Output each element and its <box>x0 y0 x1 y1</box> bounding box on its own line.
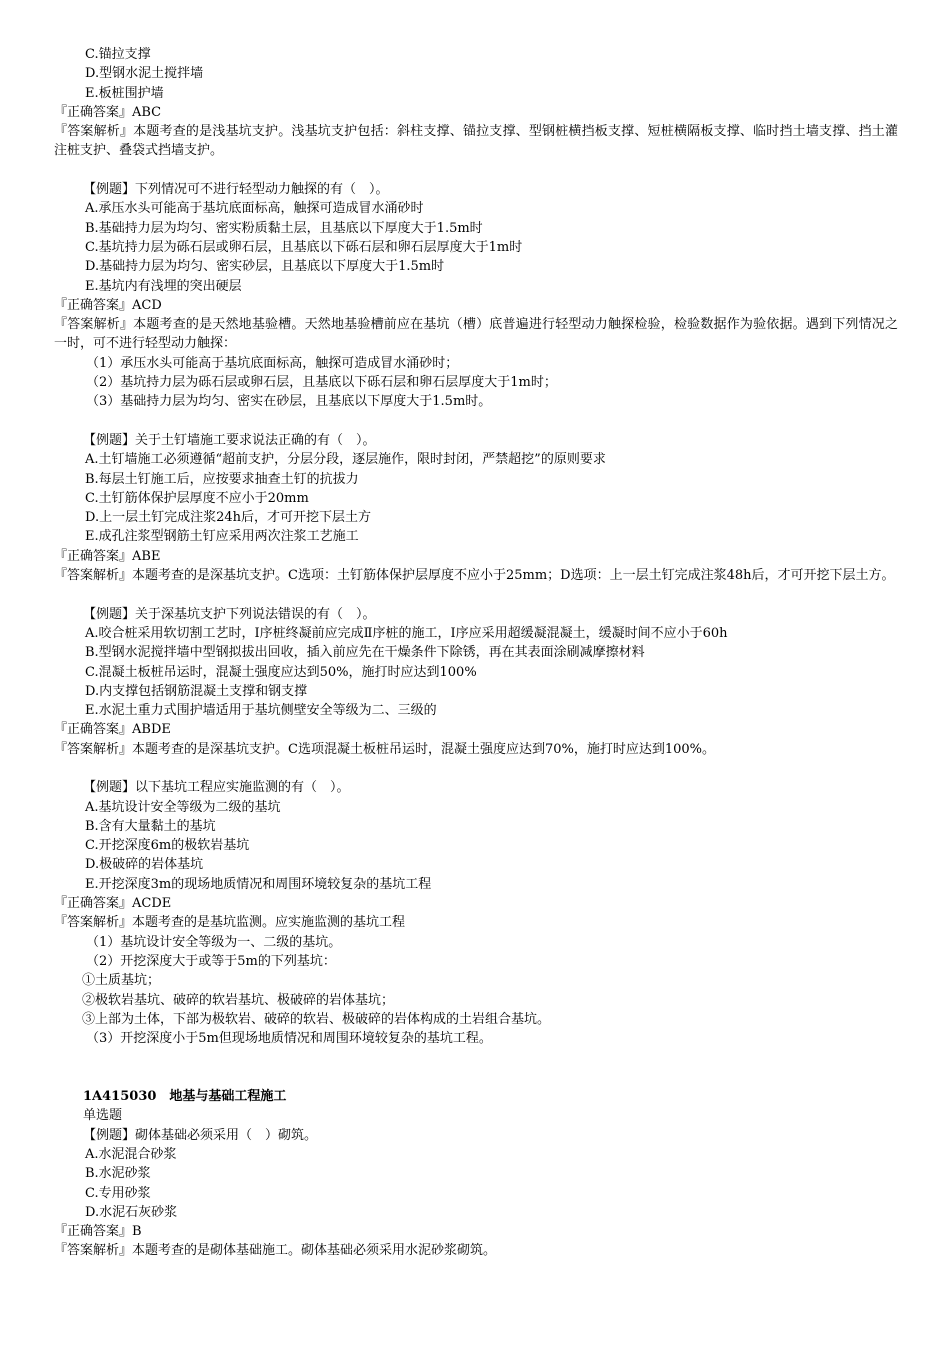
analysis-subpoint: ③上部为土体，下部为极软岩、破碎的软岩、极破碎的岩体构成的土岩组合基坑。 <box>82 1011 551 1027</box>
answer-analysis: 『答案解析』本题考查的是深基坑支护。C选项混凝土板桩吊运时，混凝土强度应达到70%，施打时应达到100%。 <box>54 741 716 757</box>
analysis-point: （3）开挖深度小于5m但现场地质情况和周围环境较复杂的基坑工程。 <box>86 1031 492 1047</box>
answer-analysis: 『答案解析』本题考查的是砌体基础施工。砌体基础必须采用水泥砂浆砌筑。 <box>54 1243 497 1259</box>
option-e: E.水泥土重力式围护墙适用于基坑侧壁安全等级为二、三级的 <box>85 703 437 719</box>
option-d: D.基础持力层为均匀、密实砂层，且基底以下厚度大于1.5m时 <box>85 259 445 275</box>
analysis-point: （2）开挖深度大于或等于5m的下列基坑： <box>86 953 336 969</box>
option-d: D.水泥石灰砂浆 <box>85 1204 178 1220</box>
analysis-point: （2）基坑持力层为砾石层或卵石层，且基底以下砾石层和卵石层厚度大于1m时； <box>86 375 557 391</box>
correct-answer: 『正确答案』ACDE <box>54 896 172 912</box>
question-title: 【例题】关于深基坑支护下列说法错误的有（ ）。 <box>83 606 376 622</box>
option-b: B.水泥砂浆 <box>85 1166 151 1182</box>
correct-answer: 『正确答案』ACD <box>54 297 162 313</box>
option-d: D.型钢水泥土搅拌墙 <box>85 66 204 82</box>
correct-answer: 『正确答案』ABC <box>54 104 162 120</box>
option-e: E.板桩围护墙 <box>85 85 164 101</box>
option-c: C.专用砂浆 <box>85 1185 151 1201</box>
option-e: E.基坑内有浅埋的突出硬层 <box>85 278 242 294</box>
analysis-point: （1）承压水头可能高于基坑底面标高，触探可造成冒水涌砂时； <box>86 355 459 371</box>
option-b: B.含有大量黏土的基坑 <box>85 818 216 834</box>
option-b: B.每层土钉施工后，应按要求抽查土钉的抗拔力 <box>85 471 359 487</box>
correct-answer: 『正确答案』B <box>54 1224 142 1240</box>
section-heading: 1A415030 地基与基础工程施工 <box>83 1089 287 1105</box>
option-a: A.水泥混合砂浆 <box>85 1146 177 1162</box>
option-d: D.上一层土钉完成注浆24h后，才可开挖下层土方 <box>85 510 372 526</box>
option-b: B.型钢水泥搅拌墙中型钢拟拔出回收，插入前应先在干燥条件下除锈，再在其表面涂刷减摩擦材料 <box>85 645 645 661</box>
question-title: 【例题】以下基坑工程应实施监测的有（ ）。 <box>83 780 350 796</box>
analysis-subpoint: ②极软岩基坑、破碎的软岩基坑、极破碎的岩体基坑； <box>82 992 395 1008</box>
option-a: A.土钉墙施工必须遵循“超前支护，分层分段，逐层施作，限时封闭，严禁超挖”的原则要求 <box>85 452 606 468</box>
analysis-point: （3）基础持力层为均匀、密实在砂层，且基底以下厚度大于1.5m时。 <box>86 394 492 410</box>
option-d: D.极破碎的岩体基坑 <box>85 857 204 873</box>
option-c: C.混凝土板桩吊运时，混凝土强度应达到50%，施打时应达到100% <box>85 664 477 680</box>
option-a: A.咬合桩采用软切割工艺时，Ⅰ序桩终凝前应完成Ⅱ序桩的施工，Ⅰ序应采用超缓凝混凝土，缓凝时间不应小于60h <box>85 625 728 641</box>
document-page <box>0 45 950 1261</box>
analysis-point: （1）基坑设计安全等级为一、二级的基坑。 <box>86 934 342 950</box>
answer-analysis: 『答案解析』本题考查的是天然地基验槽。天然地基验槽前应在基坑（槽）底普遍进行轻型动力触探检验，检验数据作为验依据。遇到下列情况之一时，可不进行轻型动力触探： <box>54 317 898 352</box>
answer-analysis: 『答案解析』本题考查的是基坑监测。应实施监测的基坑工程 <box>54 915 406 931</box>
question-title: 【例题】砌体基础必须采用（ ）砌筑。 <box>83 1127 318 1143</box>
option-a: A.基坑设计安全等级为二级的基坑 <box>85 799 281 815</box>
correct-answer: 『正确答案』ABDE <box>54 722 171 738</box>
correct-answer: 『正确答案』ABE <box>54 548 161 564</box>
answer-analysis: 『答案解析』本题考查的是深基坑支护。C选项：土钉筋体保护层厚度不应小于25mm；D选项：上一层土钉完成注浆48h后，才可开挖下层土方。 <box>54 568 895 584</box>
option-e: E.成孔注浆型钢筋土钉应采用两次注浆工艺施工 <box>85 529 359 545</box>
option-c: C.开挖深度6m的极软岩基坑 <box>85 838 250 854</box>
option-c: C.土钉筋体保护层厚度不应小于20mm <box>85 490 309 506</box>
option-b: B.基础持力层为均匀、密实粉质黏土层，且基底以下厚度大于1.5m时 <box>85 220 483 236</box>
option-c: C.锚拉支撑 <box>85 47 151 62</box>
question-title: 【例题】关于土钉墙施工要求说法正确的有（ ）。 <box>83 432 376 448</box>
option-c: C.基坑持力层为砾石层或卵石层，且基底以下砾石层和卵石层厚度大于1m时 <box>85 239 523 255</box>
question-title: 【例题】下列情况可不进行轻型动力触探的有（ ）。 <box>83 182 389 198</box>
analysis-subpoint: ①土质基坑； <box>82 973 161 989</box>
question-type-label: 单选题 <box>83 1108 123 1124</box>
option-d: D.内支撑包括钢筋混凝土支撑和钢支撑 <box>85 683 308 699</box>
answer-analysis: 『答案解析』本题考查的是浅基坑支护。浅基坑支护包括：斜柱支撑、锚拉支撑、型钢桩横挡板支撑、短桩横隔板支撑、临时挡土墙支撑、挡土灌注桩支护、叠袋式挡墙支护。 <box>54 124 898 159</box>
option-a: A.承压水头可能高于基坑底面标高，触探可造成冒水涌砂时 <box>85 201 424 217</box>
option-e: E.开挖深度3m的现场地质情况和周围环境较复杂的基坑工程 <box>85 876 432 892</box>
